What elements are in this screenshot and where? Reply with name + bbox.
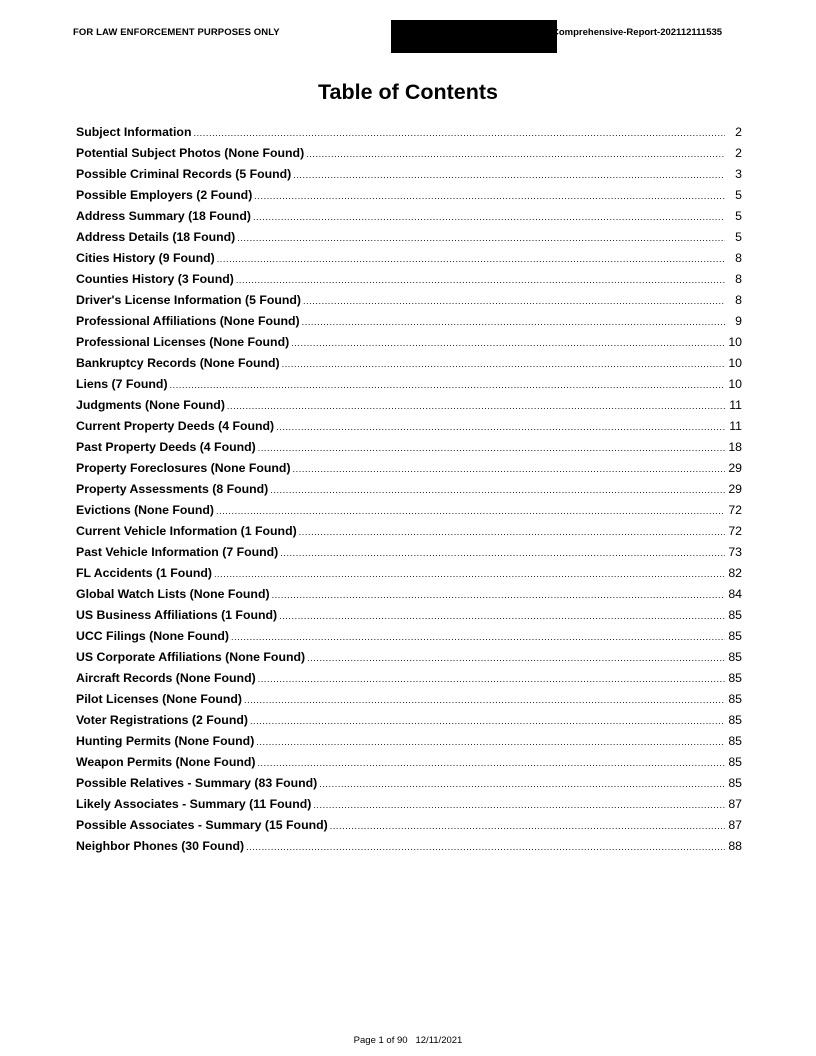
- toc-entry[interactable]: [76, 671, 742, 692]
- toc-entry[interactable]: [76, 188, 742, 209]
- toc-entry-page: 85: [728, 713, 742, 727]
- toc-entry-label: Judgments (None Found): [76, 398, 225, 412]
- toc-entry[interactable]: [76, 818, 742, 839]
- toc-entry-label: Liens (7 Found): [76, 377, 168, 391]
- toc-dot-leader: [258, 443, 725, 453]
- toc-entry-page: 9: [735, 314, 742, 328]
- toc-entry-label: UCC Filings (None Found): [76, 629, 230, 643]
- toc-entry[interactable]: [76, 167, 742, 188]
- toc-dot-leader: [254, 191, 725, 201]
- toc-entry[interactable]: [76, 650, 742, 671]
- toc-entry[interactable]: [76, 356, 742, 377]
- toc-entry-page: 2: [735, 125, 742, 139]
- toc-entry-label: Property Foreclosures (None Found): [76, 461, 291, 475]
- toc-entry[interactable]: [76, 314, 742, 335]
- toc-dot-leader: [282, 359, 725, 369]
- toc-entry-label: Evictions (None Found): [76, 503, 214, 517]
- toc-entry-label: Likely Associates - Summary (11 Found): [76, 797, 312, 811]
- toc-entry[interactable]: [76, 503, 742, 524]
- toc-entry[interactable]: [76, 440, 742, 461]
- toc-entry-label: Possible Relatives - Summary (83 Found): [76, 776, 318, 790]
- toc-dot-leader: [330, 821, 725, 831]
- toc-dot-leader: [237, 233, 725, 243]
- toc-dot-leader: [170, 380, 725, 390]
- toc-entry-page: 18: [728, 440, 742, 454]
- toc-dot-leader: [303, 296, 725, 306]
- toc-entry-page: 8: [735, 293, 742, 307]
- toc-entry-page: 85: [728, 608, 742, 622]
- toc-entry[interactable]: [76, 377, 742, 398]
- toc-entry-label: Hunting Permits (None Found): [76, 734, 255, 748]
- toc-entry-label: Current Property Deeds (4 Found): [76, 419, 275, 433]
- toc-dot-leader: [246, 842, 725, 852]
- toc-dot-leader: [306, 149, 725, 159]
- toc-dot-leader: [291, 338, 725, 348]
- toc-entry-label: Past Vehicle Information (7 Found): [76, 545, 279, 559]
- toc-entry-label: Address Summary (18 Found): [76, 209, 251, 223]
- toc-entry[interactable]: [76, 545, 742, 566]
- toc-entry-label: US Business Affiliations (1 Found): [76, 608, 278, 622]
- toc-dot-leader: [214, 569, 725, 579]
- toc-entry[interactable]: [76, 125, 742, 146]
- toc-entry-label: US Corporate Affiliations (None Found): [76, 650, 306, 664]
- toc-entry[interactable]: [76, 776, 742, 797]
- toc-entry-page: 85: [728, 755, 742, 769]
- toc-entry-label: Possible Criminal Records (5 Found): [76, 167, 292, 181]
- toc-entry-page: 85: [728, 692, 742, 706]
- toc-entry-label: Property Assessments (8 Found): [76, 482, 269, 496]
- toc-dot-leader: [270, 485, 725, 495]
- toc-entry[interactable]: [76, 797, 742, 818]
- toc-entry-page: 85: [728, 671, 742, 685]
- toc-dot-leader: [319, 779, 725, 789]
- toc-dot-leader: [193, 128, 725, 138]
- toc-entry[interactable]: [76, 587, 742, 608]
- toc-entry-page: 29: [728, 482, 742, 496]
- toc-entry-page: 10: [728, 335, 742, 349]
- toc-entry-page: 3: [735, 167, 742, 181]
- toc-entry[interactable]: [76, 461, 742, 482]
- toc-entry[interactable]: [76, 692, 742, 713]
- toc-entry[interactable]: [76, 146, 742, 167]
- toc-dot-leader: [272, 590, 725, 600]
- toc-entry-page: 85: [728, 734, 742, 748]
- toc-entry-page: 5: [735, 230, 742, 244]
- toc-entry[interactable]: [76, 398, 742, 419]
- toc-entry[interactable]: [76, 608, 742, 629]
- toc-entry[interactable]: [76, 419, 742, 440]
- toc-entry[interactable]: [76, 629, 742, 650]
- toc-entry[interactable]: [76, 734, 742, 755]
- toc-dot-leader: [253, 212, 725, 222]
- toc-entry[interactable]: [76, 839, 742, 860]
- toc-dot-leader: [217, 254, 725, 264]
- toc-entry-page: 11: [729, 419, 742, 433]
- toc-dot-leader: [302, 317, 725, 327]
- header-classification: FOR LAW ENFORCEMENT PURPOSES ONLY: [73, 27, 280, 38]
- toc-dot-leader: [236, 275, 725, 285]
- toc-entry-page: 29: [728, 461, 742, 475]
- toc-entry-page: 87: [728, 797, 742, 811]
- toc-dot-leader: [299, 527, 725, 537]
- toc-entry[interactable]: [76, 335, 742, 356]
- toc-entry-page: 84: [728, 587, 742, 601]
- toc-entry-label: Weapon Permits (None Found): [76, 755, 256, 769]
- toc-dot-leader: [216, 506, 725, 516]
- toc-entry-page: 10: [728, 377, 742, 391]
- toc-entry-page: 10: [728, 356, 742, 370]
- toc-entry-label: Possible Associates - Summary (15 Found): [76, 818, 328, 832]
- toc-entry[interactable]: [76, 293, 742, 314]
- footer-date: 12/11/2021: [415, 1035, 463, 1046]
- toc-entry-page: 8: [735, 272, 742, 286]
- toc-entry-label: Global Watch Lists (None Found): [76, 587, 270, 601]
- header-report-id: Comprehensive-Report-202112111535: [552, 27, 723, 38]
- toc-dot-leader: [256, 737, 725, 747]
- toc-dot-leader: [307, 653, 725, 663]
- toc-entry-label: Driver's License Information (5 Found): [76, 293, 301, 307]
- toc-entry[interactable]: [76, 482, 742, 503]
- page-title: Table of Contents: [318, 80, 498, 104]
- toc-dot-leader: [276, 422, 725, 432]
- toc-dot-leader: [293, 464, 725, 474]
- toc-dot-leader: [227, 401, 725, 411]
- toc-entry-label: Counties History (3 Found): [76, 272, 234, 286]
- toc-dot-leader: [280, 548, 725, 558]
- toc-entry[interactable]: [76, 209, 742, 230]
- page-footer: [0, 1035, 816, 1046]
- toc-dot-leader: [250, 716, 725, 726]
- toc-dot-leader: [257, 758, 725, 768]
- toc-entry-label: Bankruptcy Records (None Found): [76, 356, 280, 370]
- toc-entry-page: 85: [728, 650, 742, 664]
- toc-entry-label: Professional Affiliations (None Found): [76, 314, 300, 328]
- toc-entry-label: Pilot Licenses (None Found): [76, 692, 243, 706]
- toc-entry-label: Voter Registrations (2 Found): [76, 713, 248, 727]
- toc-dot-leader: [293, 170, 725, 180]
- toc-entry-page: 85: [728, 776, 742, 790]
- toc-entry[interactable]: [76, 566, 742, 587]
- toc-entry-page: 87: [728, 818, 742, 832]
- toc-entry-page: 11: [729, 398, 742, 412]
- toc-entry-label: Neighbor Phones (30 Found): [76, 839, 245, 853]
- toc-dot-leader: [244, 695, 725, 705]
- toc-entry-page: 85: [728, 629, 742, 643]
- toc-entry-page: 82: [728, 566, 742, 580]
- toc-entry[interactable]: [76, 230, 742, 251]
- footer-page-number: Page 1 of 90: [353, 1035, 408, 1046]
- toc-entry[interactable]: [76, 272, 742, 293]
- toc-dot-leader: [258, 674, 725, 684]
- toc-entry-page: 5: [735, 209, 742, 223]
- toc-entry-label: Cities History (9 Found): [76, 251, 215, 265]
- toc-entry-label: Subject Information: [76, 125, 192, 139]
- toc-entry[interactable]: [76, 524, 742, 545]
- toc-entry-page: 72: [728, 524, 742, 538]
- toc-entry-page: 2: [735, 146, 742, 160]
- toc-entry-page: 5: [735, 188, 742, 202]
- toc-dot-leader: [231, 632, 725, 642]
- toc-entry-label: Aircraft Records (None Found): [76, 671, 256, 685]
- toc-entry-label: Current Vehicle Information (1 Found): [76, 524, 297, 538]
- toc-entry-label: Potential Subject Photos (None Found): [76, 146, 305, 160]
- toc-dot-leader: [279, 611, 725, 621]
- toc-entry-page: 72: [728, 503, 742, 517]
- toc-entry-label: FL Accidents (1 Found): [76, 566, 212, 580]
- toc-entry[interactable]: [76, 713, 742, 734]
- toc-entry-page: 8: [735, 251, 742, 265]
- toc-entry-page: 88: [728, 839, 742, 853]
- toc-entry-label: Possible Employers (2 Found): [76, 188, 253, 202]
- toc-entry-label: Professional Licenses (None Found): [76, 335, 290, 349]
- redaction-block: [391, 20, 557, 53]
- toc-entry-label: Past Property Deeds (4 Found): [76, 440, 256, 454]
- toc-entry-page: 73: [728, 545, 742, 559]
- table-of-contents: [76, 125, 742, 860]
- toc-dot-leader: [313, 800, 725, 810]
- toc-entry[interactable]: [76, 251, 742, 272]
- toc-entry[interactable]: [76, 755, 742, 776]
- toc-entry-label: Address Details (18 Found): [76, 230, 236, 244]
